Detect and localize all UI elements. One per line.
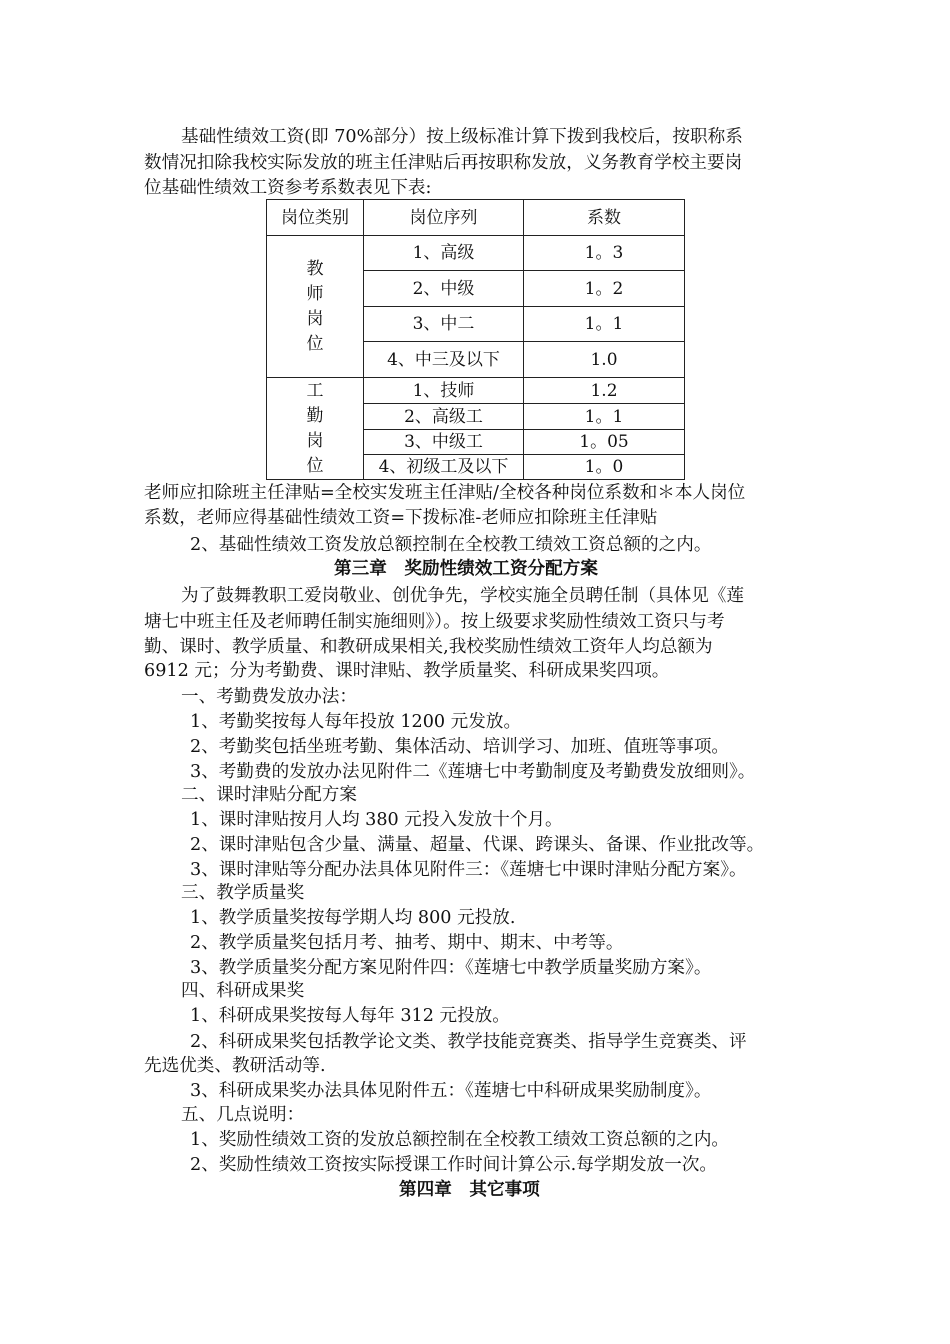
list-item: 3、教学质量奖分配方案见附件四：《莲塘七中教学质量奖励方案》。 (190, 958, 712, 978)
section-heading: 四、科研成果奖 (181, 981, 305, 1001)
worker-category-char: 勤 (306, 405, 324, 426)
paragraph-line: 塘七中班主任及老师聘任制实施细则》）。按上级要求奖励性绩效工资只与考 (144, 612, 725, 632)
sequence-cell: 4、中三及以下 (364, 342, 524, 378)
header-category: 岗位类别 (267, 200, 364, 236)
list-item: 2、科研成果奖包括教学论文类、教学技能竞赛类、指导学生竞赛类、评 (190, 1032, 747, 1052)
teacher-category-char: 岗 (306, 308, 324, 329)
section-heading: 三、教学质量奖 (181, 883, 305, 903)
list-item: 2、考勤奖包括坐班考勤、集体活动、培训学习、加班、值班等事项。 (190, 737, 730, 757)
coefficient-cell: 1。1 (524, 307, 685, 342)
list-item: 1、科研成果奖按每人每年 312 元投放。 (190, 1006, 510, 1026)
worker-category-cell (267, 378, 364, 480)
coefficient-cell: 1。0 (524, 455, 685, 480)
chapter-3-title: 第三章 奖励性绩效工资分配方案 (334, 559, 598, 579)
table-row (267, 378, 685, 404)
teacher-category-char: 师 (306, 283, 324, 304)
teacher-category-cell (267, 236, 364, 378)
coefficient-cell: 1.0 (524, 342, 685, 378)
coefficient-cell: 1.2 (524, 378, 685, 404)
coefficient-cell: 1。1 (524, 404, 685, 430)
coefficient-cell: 1。05 (524, 430, 685, 455)
intro-line-3: 位基础性绩效工资参考系数表见下表: (144, 178, 432, 198)
sequence-cell: 2、中级 (364, 271, 524, 307)
list-item: 3、考勤费的发放办法见附件二《莲塘七中考勤制度及考勤费发放细则》。 (190, 762, 756, 782)
list-item: 2、课时津贴包含少量、满量、超量、代课、跨课头、备课、作业批改等。 (190, 835, 765, 855)
intro-line-2: 数情况扣除我校实际发放的班主任津贴后再按职称发放，义务教育学校主要岗 (144, 153, 743, 173)
list-item: 1、考勤奖按每人每年投放 1200 元发放。 (190, 712, 522, 732)
paragraph-line: 2、基础性绩效工资发放总额控制在全校教工绩效工资总额的之内。 (190, 535, 712, 555)
sequence-cell: 1、高级 (364, 236, 524, 271)
teacher-category-char: 教 (306, 258, 324, 279)
worker-category-char: 岗 (306, 430, 324, 451)
worker-category-char: 位 (306, 455, 324, 476)
list-item: 3、课时津贴等分配办法具体见附件三：《莲塘七中课时津贴分配方案》。 (190, 860, 747, 880)
intro-line-1: 基础性绩效工资(即 70%部分）按上级标准计算下拨到我校后，按职称系 (181, 127, 743, 147)
sequence-cell: 2、高级工 (364, 404, 524, 430)
paragraph-line: 勤、课时、教学质量、和教研成果相关,我校奖励性绩效工资年人均总额为 (144, 637, 713, 657)
header-coefficient: 系数 (524, 200, 685, 236)
table-row (267, 236, 685, 271)
list-item: 2、奖励性绩效工资按实际授课工作时间计算公示.每学期发放一次。 (190, 1155, 718, 1175)
list-item: 3、科研成果奖办法具体见附件五：《莲塘七中科研成果奖励制度》。 (190, 1081, 712, 1101)
paragraph-line: 6912 元；分为考勤费、课时津贴、教学质量奖、科研成果奖四项。 (144, 661, 670, 681)
sequence-cell: 3、中级工 (364, 430, 524, 455)
section-heading: 一、考勤费发放办法： (181, 687, 357, 707)
list-item: 1、教学质量奖按每学期人均 800 元投放. (190, 908, 516, 928)
coefficient-table (266, 199, 685, 480)
formula-line-1: 老师应扣除班主任津贴=全校实发班主任津贴/全校各种岗位系数和＊本人岗位 (144, 483, 746, 503)
list-item: 2、教学质量奖包括月考、抽考、期中、期末、中考等。 (190, 933, 624, 953)
paragraph-line: 为了鼓舞教职工爱岗敬业、创优争先，学校实施全员聘任制（具体见《莲 (181, 586, 745, 606)
section-heading: 五、几点说明： (181, 1105, 305, 1125)
list-item: 1、课时津贴按月人均 380 元投入发放十个月。 (190, 810, 563, 830)
sequence-cell: 4、初级工及以下 (364, 455, 524, 480)
list-item-continuation: 先选优类、教研活动等. (144, 1056, 326, 1076)
sequence-cell: 3、中二 (364, 307, 524, 342)
section-heading: 二、课时津贴分配方案 (181, 785, 357, 805)
worker-category-char: 工 (306, 380, 324, 401)
header-sequence: 岗位序列 (364, 200, 524, 236)
coefficient-cell: 1。2 (524, 271, 685, 307)
chapter-4-title: 第四章 其它事项 (399, 1180, 540, 1200)
table-header-row (267, 200, 685, 236)
coefficient-cell: 1。3 (524, 236, 685, 271)
formula-line-2: 系数，老师应得基础性绩效工资=下拨标准-老师应扣除班主任津贴 (144, 508, 658, 528)
teacher-category-char: 位 (306, 333, 324, 354)
list-item: 1、奖励性绩效工资的发放总额控制在全校教工绩效工资总额的之内。 (190, 1130, 730, 1150)
sequence-cell: 1、技师 (364, 378, 524, 404)
